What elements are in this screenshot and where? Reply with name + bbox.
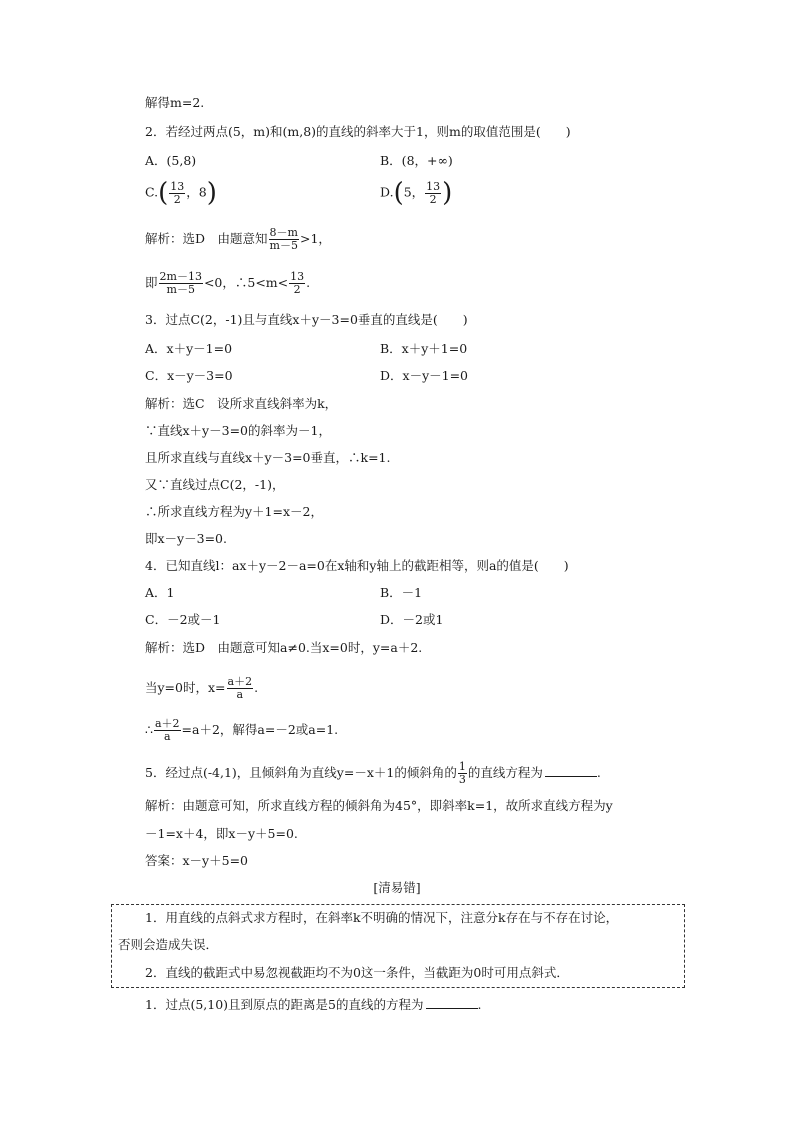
q4-solution-line-3: ∴ $\frac{a+2}{a}$ =a＋2，解得a=－2或a=1. [145,717,339,743]
q2-option-b: B．(8，+∞) [380,153,453,168]
next-question: 1．过点(5,10)且到原点的距离是5的直线的方程为 . [145,997,482,1012]
fraction: $\frac{1}{3}$ [458,760,466,786]
q4-solution-line-2: 当y=0时，x= $\frac{a+2}{a}$ . [145,675,259,701]
q3-solution-line-2: ∵直线x＋y－3=0的斜率为－1， [145,423,331,438]
option-label: C. [145,184,159,200]
q5-solution-line-1: 解析：由题意可知，所求直线方程的倾斜角为45°，即斜率k=1，故所求直线方程为y [145,798,613,813]
q4-solution-line-1: 解析：选D 由题意可知a≠0.当x=0时，y=a＋2. [145,640,423,655]
q3-option-d: D．x－y－1=0 [380,368,469,383]
fraction: $\frac{13}{2}$ [290,270,305,296]
q3-option-c: C．x－y－3=0 [145,368,233,383]
error-tip-1-line-2: 否则会造成失误． [118,937,219,952]
q2-option-d: D.(5， $\frac{13}{2}$ ) [380,178,453,208]
q2-solution-line-1: 解析：选D 由题意知 $\frac{8-m}{m-5}$ >1， [145,226,331,252]
fraction: $\frac{13}{2}$ [170,179,185,206]
q2-solution-line-2: 即 $\frac{2m-13}{m-5}$ <0，∴5<m< $\frac{13}{2}$ . [145,270,311,296]
question-4-stem: 4．已知直线l：ax＋y－2－a=0在x轴和y轴上的截距相等，则a的值是( ) [145,558,569,573]
q5-answer: 答案：x－y＋5=0 [145,853,248,868]
fraction: $\frac{2m-13}{m-5}$ [159,270,202,296]
section-title: [清易错] [373,880,421,895]
q5-solution-line-2: －1=x＋4，即x－y＋5=0. [145,826,298,841]
q3-option-a: A．x＋y－1=0 [145,341,233,356]
q3-option-b: B．x＋y＋1=0 [380,341,468,356]
q3-solution-line-3: 且所求直线与直线x＋y－3=0垂直，∴k=1. [145,450,391,465]
error-tip-2: 2．直线的截距式中易忽视截距均不为0这一条件，当截距为0时可用点斜式． [145,965,569,980]
q4-option-d: D．－2或1 [380,612,444,627]
q3-solution-line-4: 又∵直线过点C(2，-1)， [145,477,285,492]
q3-solution-line-6: 即x－y－3=0. [145,531,227,546]
fraction: $\frac{a+2}{a}$ [227,675,253,701]
question-5-stem: 5．经过点(-4,1)，且倾斜角为直线y=－x＋1的倾斜角的 $\frac{1}{3}$ 的直线方程为 . [145,760,601,786]
q4-option-b: B．－1 [380,585,423,600]
question-2-stem: 2．若经过两点(5，m)和(m,8)的直线的斜率大于1，则m的取值范围是( ) [145,124,571,139]
q4-option-c: C．－2或－1 [145,612,221,627]
q3-solution-line-1: 解析：选C 设所求直线斜率为k， [145,396,338,411]
error-tip-1-line-1: 1．用直线的点斜式求方程时，在斜率k不明确的情况下，注意分k存在与不存在讨论， [145,910,619,925]
fraction: $\frac{13}{2}$ [426,179,441,206]
option-label: D. [380,184,394,200]
text-line: 解得m=2. [145,95,205,110]
q2-option-c: C.( $\frac{13}{2}$ ，8) [145,178,217,208]
q2-option-a: A．(5,8) [145,153,197,168]
fraction: $\frac{a+2}{a}$ [154,717,180,743]
q4-option-a: A．1 [145,585,175,600]
answer-blank [426,996,478,1009]
question-3-stem: 3．过点C(2，-1)且与直线x＋y－3=0垂直的直线是( ) [145,312,468,327]
q3-solution-line-5: ∴所求直线方程为y＋1=x－2， [145,504,323,519]
answer-blank [545,764,597,777]
fraction: $\frac{8-m}{m-5}$ [269,226,298,252]
